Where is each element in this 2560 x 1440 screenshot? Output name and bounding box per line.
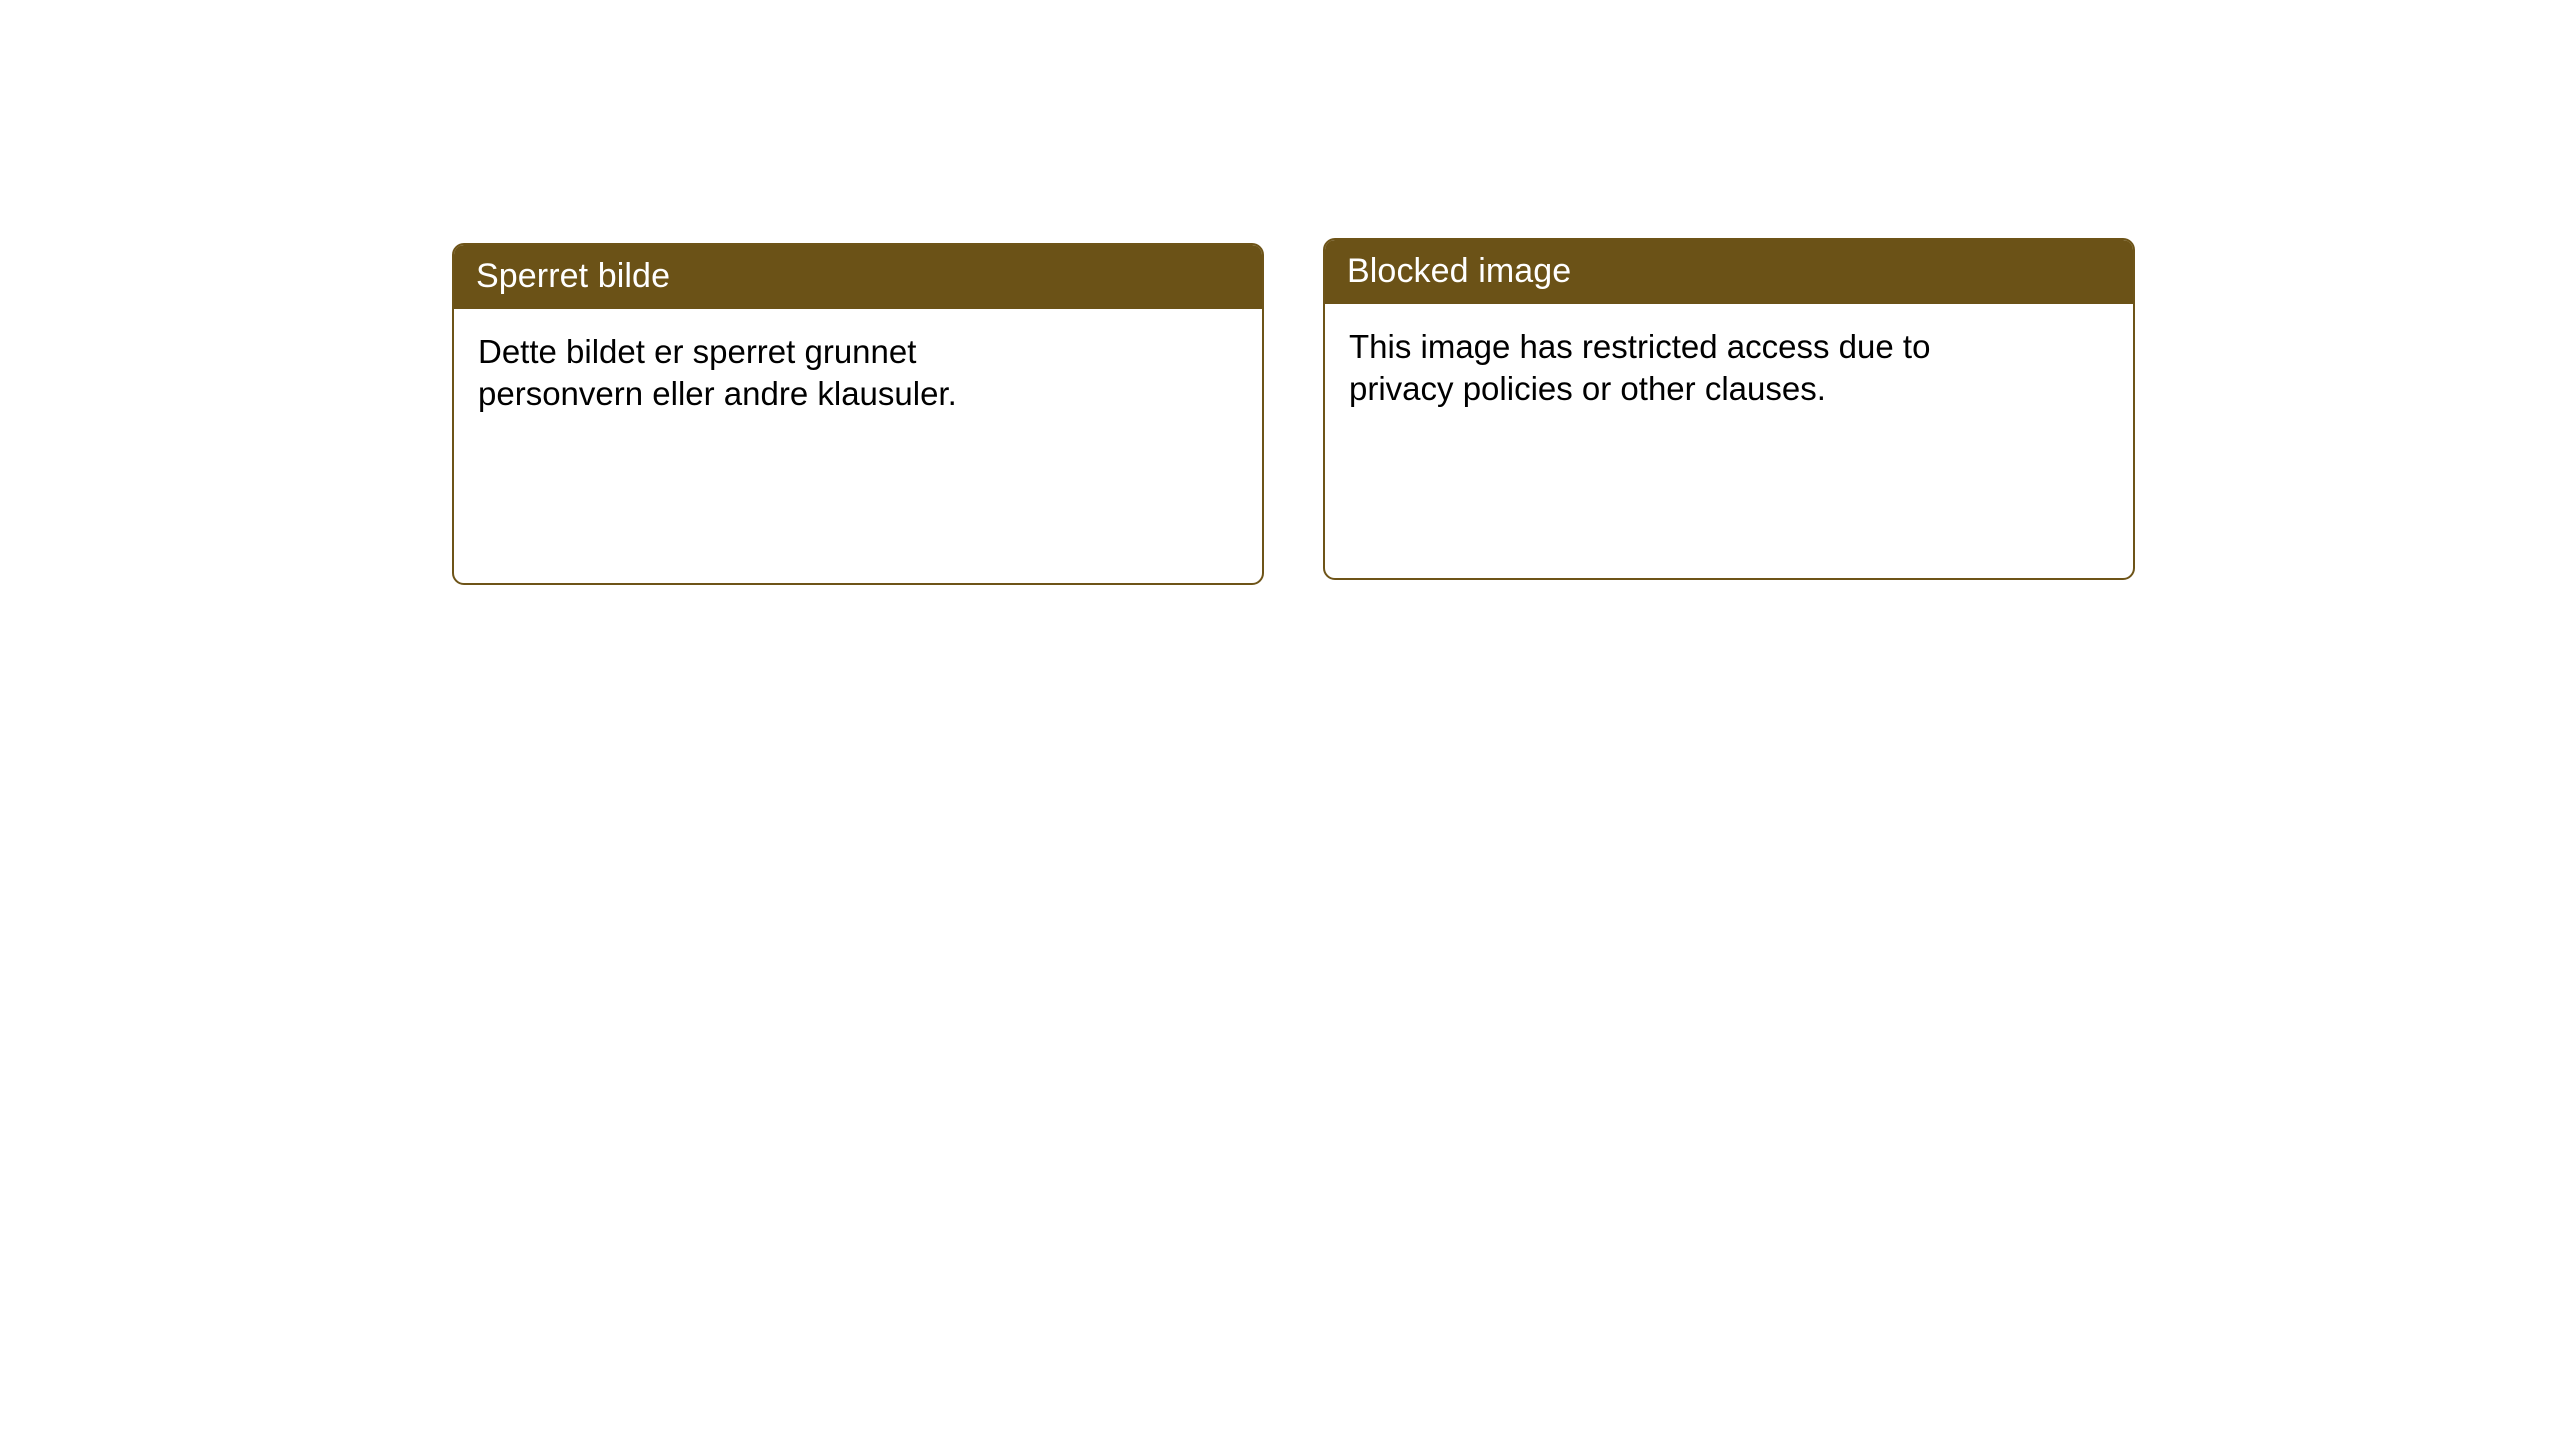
blocked-image-notice-body-norwegian — [454, 309, 1114, 439]
blocked-image-notice-message-english: This image has restricted access due to privacy policies or other clauses. — [1349, 328, 1931, 408]
blocked-image-notice-message-norwegian: Dette bildet er sperret grunnet personvern eller andre klausuler. — [478, 333, 957, 413]
blocked-image-notice-card-english — [1323, 238, 2135, 580]
blocked-image-notice-title-english: Blocked image — [1325, 240, 2133, 304]
blocked-image-notice-card-norwegian — [452, 243, 1264, 585]
blocked-image-notice-body-english — [1325, 304, 1985, 434]
blocked-image-notice-title-norwegian: Sperret bilde — [454, 245, 1262, 309]
